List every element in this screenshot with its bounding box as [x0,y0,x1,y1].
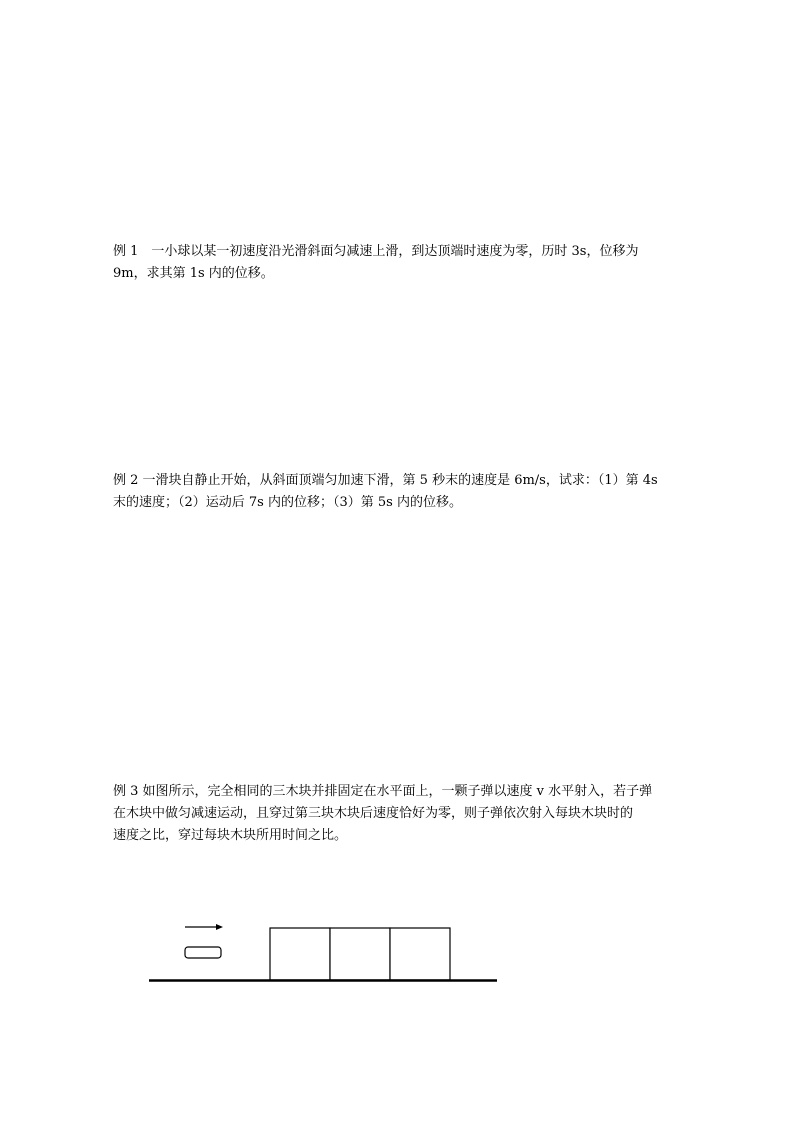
example-3-text [113,781,683,847]
example-1-line-1: 例 1 一小球以某一初速度沿光滑斜面匀减速上滑，到达顶端时速度为零，历时 3s，位移为 [113,244,639,259]
bullet-blocks-figure [145,915,505,990]
velocity-arrow-icon [185,924,223,930]
example-1-text [113,241,683,285]
example-3-line-1: 例 3 如图所示，完全相同的三木块并排固定在水平面上，一颗子弹以速度 v 水平射入，若子弹 [113,784,653,799]
example-2-text [113,470,683,514]
example-3-line-2: 在木块中做匀减速运动，且穿过第三块木块后速度恰好为零，则子弹依次射入每块木块时的 [113,806,634,821]
example-3-line-3: 速度之比，穿过每块木块所用时间之比。 [113,828,348,843]
example-1-line-2: 9m，求其第 1s 内的位移。 [113,266,274,281]
example-2-line-2: 末的速度；（2）运动后 7s 内的位移；（3）第 5s 内的位移。 [113,495,462,510]
wood-block-3 [390,928,450,980]
wood-block-2 [330,928,390,980]
example-2-line-1: 例 2 一滑块自静止开始，从斜面顶端匀加速下滑，第 5 秒末的速度是 6m/s，试求：（1）第 4s [113,473,658,488]
bullet [185,947,221,958]
wood-block-1 [270,928,330,980]
